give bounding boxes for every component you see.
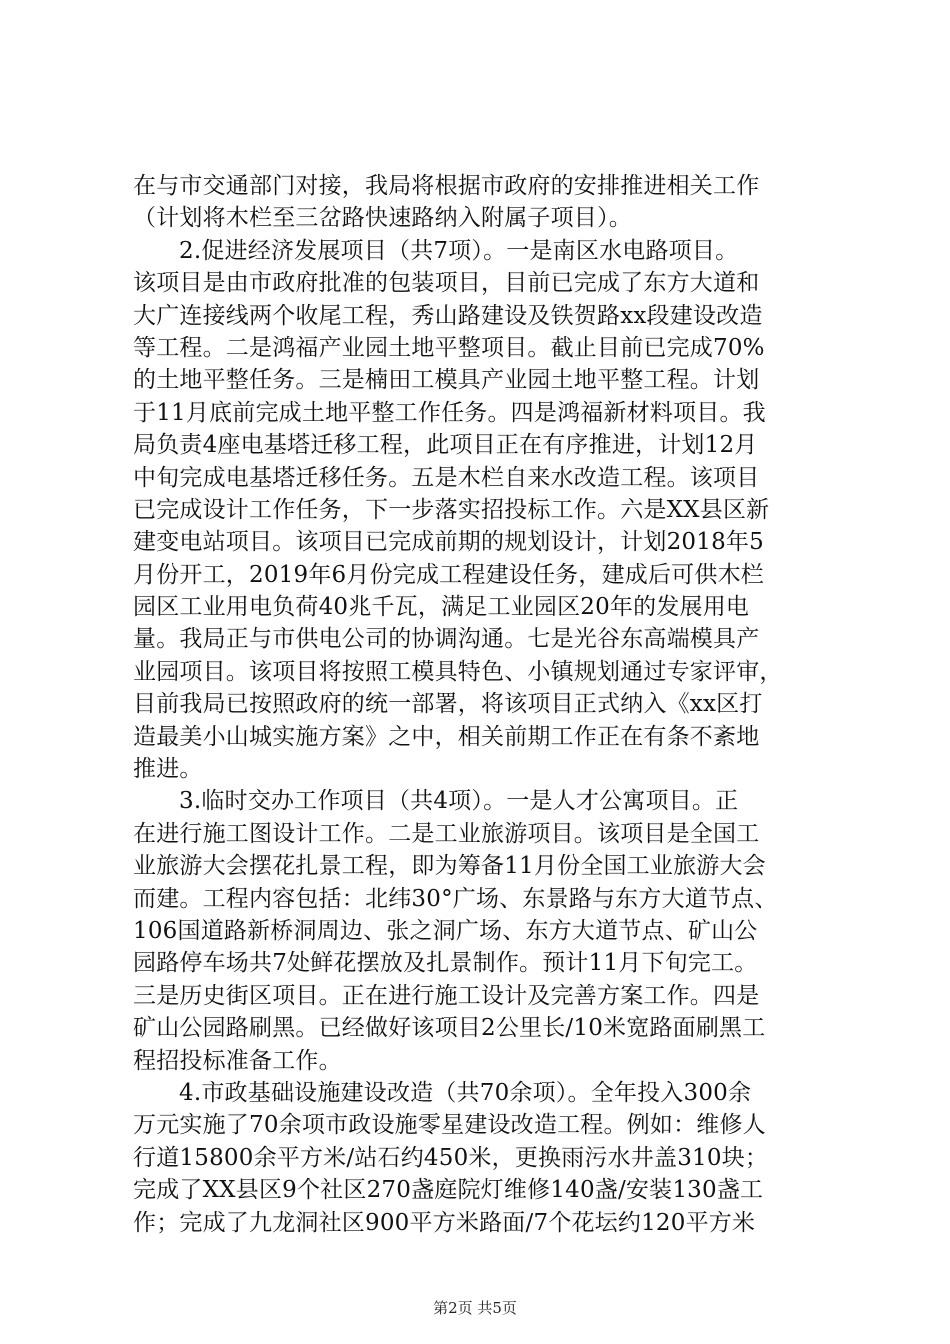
text-line: 已完成设计工作任务，下一步落实招投标工作。六是XX县区新 bbox=[133, 496, 770, 523]
text-line: 园路停车场共7处鲜花摆放及扎景制作。预计11月下旬完工。 bbox=[133, 950, 758, 977]
text-line: 而建。工程内容包括：北纬30°广场、东景路与东方大道节点、 bbox=[133, 885, 778, 912]
text-line: 106国道路新桥洞周边、张之洞广场、东方大道节点、矿山公 bbox=[133, 917, 758, 944]
text-line: 局负责4座电基塔迁移工程，此项目正在有序推进，计划12月 bbox=[133, 432, 758, 459]
text-line: 业园项目。该项目将按照工模具特色、小镇规划通过专家评审， bbox=[133, 658, 783, 685]
text-line: 万元实施了70余项市政设施零星建设改造工程。例如：维修人 bbox=[133, 1112, 766, 1139]
text-line: 建变电站项目。该项目已完成前期的规划设计，计划2018年5 bbox=[133, 529, 764, 556]
text-line: 3.临时交办工作项目（共4项）。一是人才公寓项目。正 bbox=[179, 788, 739, 815]
text-line: 完成了XX县区9个社区270盏庭院灯维修140盏/安装130盏工 bbox=[133, 1177, 764, 1204]
page-footer: 第2页 共5页 bbox=[433, 1299, 517, 1317]
text-line: 在与市交通部门对接，我局将根据市政府的安排推进相关工作 bbox=[133, 173, 760, 199]
text-line: 的土地平整任务。三是楠田工模具产业园土地平整工程。计划 bbox=[133, 367, 760, 394]
text-line: 量。我局正与市供电公司的协调沟通。七是光谷东高端模具产 bbox=[133, 626, 760, 653]
text-line: （计划将木栏至三岔路快速路纳入附属子项目）。 bbox=[133, 205, 632, 232]
text-line: 业旅游大会摆花扎景工程，即为筹备11月份全国工业旅游大会 bbox=[133, 853, 766, 880]
text-line: 三是历史街区项目。正在进行施工设计及完善方案工作。四是 bbox=[133, 982, 760, 1009]
text-line: 该项目是由市政府批准的包装项目，目前已完成了东方大道和 bbox=[133, 270, 760, 297]
text-line: 作；完成了九龙洞社区900平方米路面/7个花坛约120平方米 bbox=[133, 1209, 756, 1236]
text-line: 月份开工，2019年6月份完成工程建设任务，建成后可供木栏 bbox=[133, 561, 764, 588]
text-line: 大广连接线两个收尾工程，秀山路建设及铁贺路xx段建设改造 bbox=[133, 302, 763, 329]
text-line: 等工程。二是鸿福产业园土地平整项目。截止目前已完成70% bbox=[133, 334, 765, 361]
document-body bbox=[133, 170, 835, 1239]
text-line: 矿山公园路刷黑。已经做好该项目2公里长/10米宽路面刷黑工 bbox=[133, 1015, 766, 1042]
text-line: 园区工业用电负荷40兆千瓦，满足工业园区20年的发展用电 bbox=[133, 594, 750, 621]
text-line: 在进行施工图设计工作。二是工业旅游项目。该项目是全国工 bbox=[133, 820, 760, 847]
text-line: 于11月底前完成土地平整工作任务。四是鸿福新材料项目。我 bbox=[133, 399, 766, 426]
text-line: 造最美小山城实施方案》之中，相关前期工作正在有条不紊地 bbox=[133, 723, 760, 750]
text-line: 推进。 bbox=[133, 756, 203, 783]
text-line: 中旬完成电基塔迁移任务。五是木栏自来水改造工程。该项目 bbox=[133, 464, 760, 491]
text-line: 目前我局已按照政府的统一部署，将该项目正式纳入《xx区打 bbox=[133, 691, 763, 718]
text-line: 4.市政基础设施建设改造（共70余项）。全年投入300余 bbox=[179, 1079, 752, 1106]
text-line: 2.促进经济发展项目（共7项）。一是南区水电路项目。 bbox=[179, 237, 739, 264]
text-line: 程招投标准备工作。 bbox=[133, 1047, 342, 1074]
text-line: 行道15800余平方米/站石约450米，更换雨污水井盖310块； bbox=[133, 1144, 769, 1171]
